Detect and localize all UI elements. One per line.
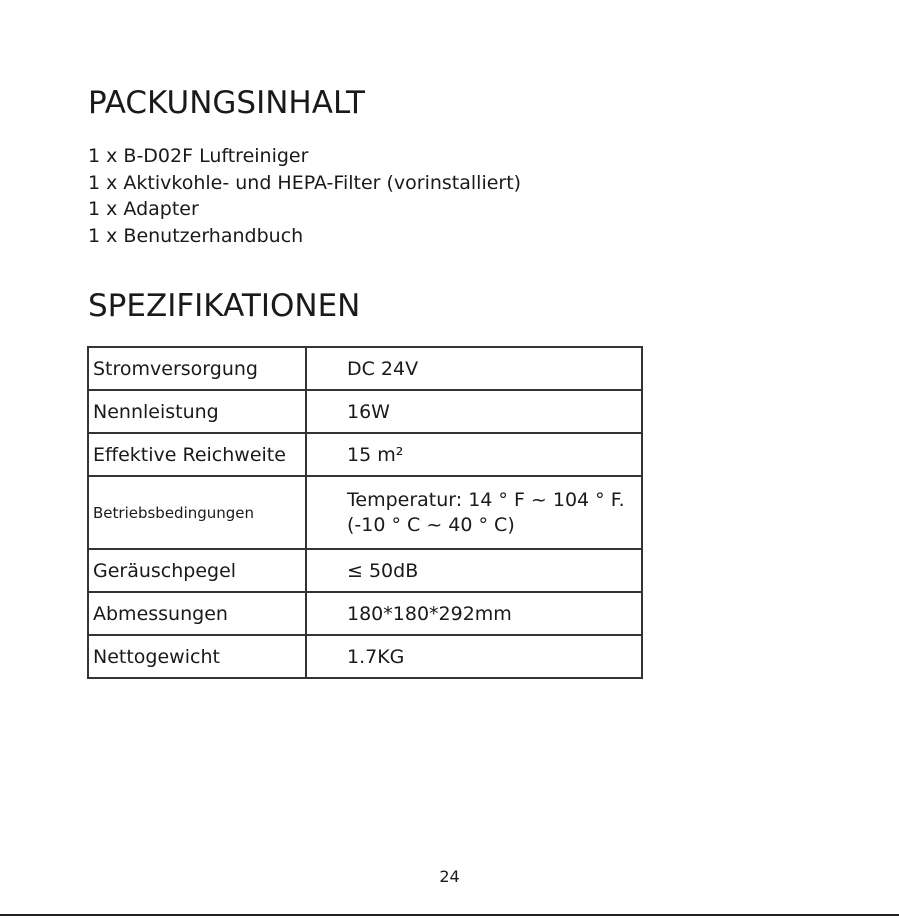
spec-label: Nennleistung: [88, 390, 306, 433]
list-item: 1 x B-D02F Luftreiniger: [88, 145, 309, 167]
table-row: [88, 549, 642, 592]
spec-value: 16W: [306, 390, 642, 433]
packing-contents-list: [88, 143, 521, 249]
spec-label: Betriebsbedingungen: [88, 476, 306, 549]
table-row: [88, 635, 642, 678]
spec-label: Nettogewicht: [88, 635, 306, 678]
spec-label: Geräuschpegel: [88, 549, 306, 592]
bottom-divider: [0, 914, 899, 916]
spec-label: Stromversorgung: [88, 347, 306, 390]
specifications-heading: SPEZIFIKATIONEN: [88, 288, 361, 324]
specifications-table: [87, 346, 643, 679]
list-item: 1 x Benutzerhandbuch: [88, 224, 304, 247]
spec-value: ≤ 50dB: [306, 549, 642, 592]
spec-label: Effektive Reichweite: [88, 433, 306, 476]
table-row: [88, 433, 642, 476]
spec-value: 15 m²: [306, 433, 642, 476]
spec-label: Abmessungen: [88, 592, 306, 635]
table-row: [88, 390, 642, 433]
list-item: 1 x Adapter: [88, 198, 199, 220]
spec-value-line: (-10 ° C ~ 40 ° C): [347, 513, 515, 536]
spec-value: DC 24V: [306, 347, 642, 390]
packing-contents-heading: PACKUNGSINHALT: [88, 85, 365, 121]
spec-value: [306, 476, 642, 549]
spec-value: 1.7KG: [306, 635, 642, 678]
list-item: 1 x Aktivkohle- und HEPA-Filter (vorinstalliert): [88, 171, 522, 194]
spec-value-line: Temperatur: 14 ° F ~ 104 ° F.: [347, 488, 625, 511]
table-row: [88, 476, 642, 549]
spec-value: 180*180*292mm: [306, 592, 642, 635]
table-row: [88, 592, 642, 635]
page-number: 24: [439, 867, 460, 886]
table-row: [88, 347, 642, 390]
